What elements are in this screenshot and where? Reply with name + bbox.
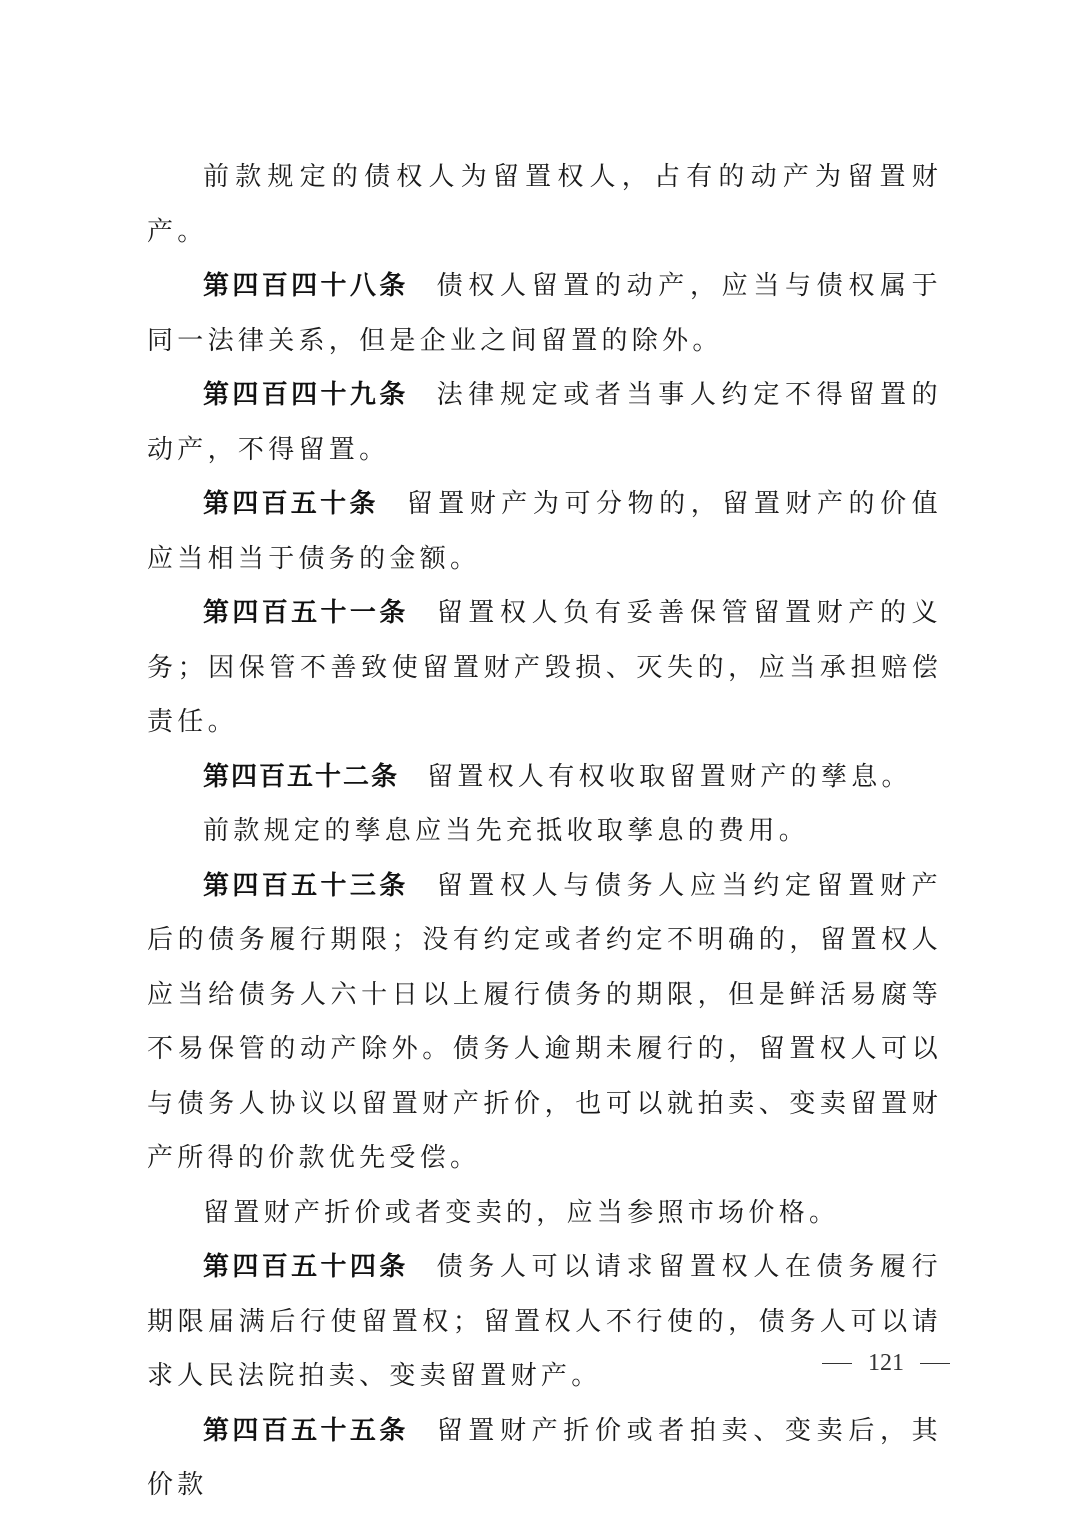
article-number: 第四百五十五条 xyxy=(203,1415,409,1446)
article-number: 第四百四十八条 xyxy=(203,271,409,301)
paragraph-453-2 xyxy=(147,1186,942,1241)
article-text: 债务人可以请求留置权人在债务履行期限届满后行使留置权；留置权人不行使的，债务人可以请求人民法院拍卖、变卖留置财产。 xyxy=(147,1252,942,1391)
article-454 xyxy=(147,1240,942,1404)
paragraph-text: 前款规定的孳息应当先充抵收取孳息的费用。 xyxy=(203,816,810,846)
document-page xyxy=(147,150,942,1513)
page-footer xyxy=(822,1350,950,1377)
footer-dash-left xyxy=(822,1363,852,1365)
paragraph-text: 前款规定的债权人为留置权人，占有的动产为留置财产。 xyxy=(147,162,942,247)
article-453 xyxy=(147,859,942,1186)
paragraph-452-2 xyxy=(147,804,942,859)
article-number: 第四百五十一条 xyxy=(203,598,409,628)
article-text: 留置权人与债务人应当约定留置财产后的债务履行期限；没有约定或者约定不明确的，留置权人应当给债务人六十日以上履行债务的期限，但是鲜活易腐等不易保管的动产除外。债务人逾期未履行的，留置权人可以与债务人协议以留置财产折价，也可以就拍卖、变卖留置财产所得的价款优先受偿。 xyxy=(147,870,942,1173)
article-text: 法律规定或者当事人约定不得留置的动产，不得留置。 xyxy=(147,380,942,465)
article-text: 留置权人负有妥善保管留置财产的义务；因保管不善致使留置财产毁损、灭失的，应当承担赔偿责任。 xyxy=(147,598,942,737)
article-450 xyxy=(147,477,942,586)
article-number: 第四百五十条 xyxy=(203,489,379,519)
article-451 xyxy=(147,586,942,750)
article-text: 留置权人有权收取留置财产的孳息。 xyxy=(427,761,912,792)
article-455 xyxy=(147,1404,942,1513)
article-text: 留置财产折价或者拍卖、变卖后，其价款 xyxy=(147,1415,942,1500)
article-number: 第四百五十三条 xyxy=(203,870,409,901)
article-448 xyxy=(147,259,942,368)
article-number: 第四百五十二条 xyxy=(203,761,400,792)
article-number: 第四百四十九条 xyxy=(203,380,409,410)
page-number: 121 xyxy=(868,1350,904,1376)
article-number: 第四百五十四条 xyxy=(203,1252,409,1282)
article-452 xyxy=(147,750,942,805)
paragraph-1 xyxy=(147,150,942,259)
article-text: 债权人留置的动产，应当与债权属于同一法律关系，但是企业之间留置的除外。 xyxy=(147,271,942,356)
article-449 xyxy=(147,368,942,477)
article-text: 留置财产为可分物的，留置财产的价值应当相当于债务的金额。 xyxy=(147,489,942,574)
footer-dash-right xyxy=(920,1363,950,1365)
paragraph-text: 留置财产折价或者变卖的，应当参照市场价格。 xyxy=(203,1197,840,1228)
